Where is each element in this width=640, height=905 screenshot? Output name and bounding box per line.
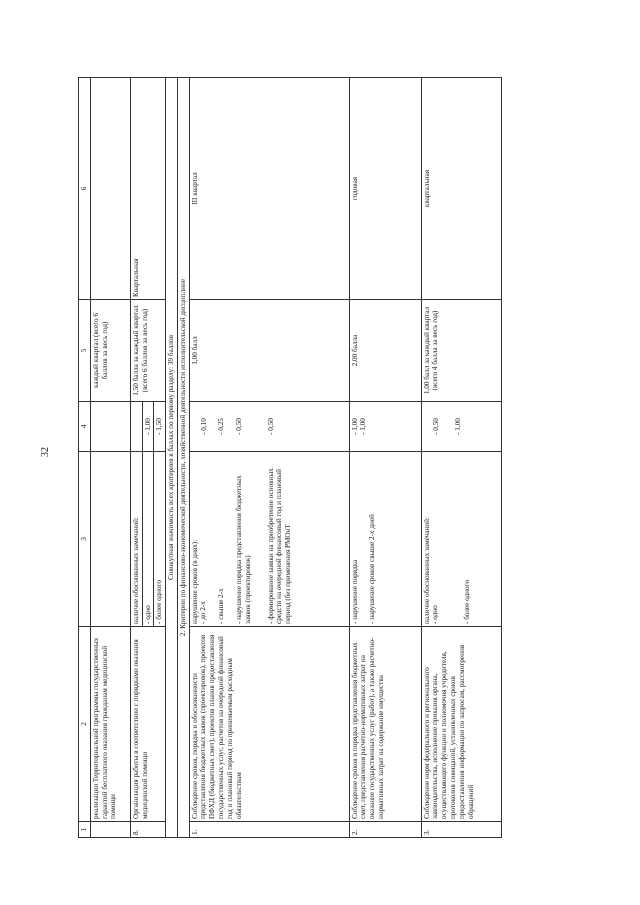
score-cell: 2,00 балла [349,300,421,402]
condition-line: - до 2-х [199,601,208,624]
condition-line: наличие обоснованных замечаний: [422,517,431,624]
condition-cell [349,452,421,627]
penalty-cell [421,402,501,452]
penalty-cell: - 1,00 [142,402,154,452]
condition-cell: наличие обоснованных замечаний: [130,452,142,627]
penalty-cell [130,402,142,452]
condition-line: - нарушение порядка представления бюджетных заявок (проектировок) [235,475,252,624]
score-cell: 1,50 балла за каждый квартал (всего 6 баллов за весь год) [130,300,165,402]
condition-line: - нарушение сроков свыше 2-х дней [368,514,377,624]
penalty-cell: - 1,50 [154,402,166,452]
header-cell: 1 [79,822,91,838]
condition-cell: - более одного [154,452,166,627]
condition-line: - формирование заявки на приобретение основных средств на очередной финансовый год и плановый период (без применения РМОиТ [266,468,293,624]
period-cell: III квартал [189,78,349,300]
penalty-line: - 1,00 [359,418,368,435]
rotated-table-container [78,78,613,838]
total-row [166,78,178,838]
period-cell: Квартальная [130,78,165,300]
penalty-line: - 0,25 [217,418,226,435]
table-row [130,78,142,838]
header-cell: 2 [79,627,91,822]
condition-cell [90,452,130,627]
section-title: 2. Критерии по финансово-экономической деятельности, хозяйственной деятельности исполнительской дисциплине [177,78,189,838]
section-header-row [177,78,189,838]
row-number: 1. [189,822,349,838]
condition-line: - более одного [463,580,472,624]
condition-cell [421,452,501,627]
criterion-text: Соблюдение сроков и порядка представления бюджетных смет, представления расчетно-нормативных затрат на оказание государственных услуг (работ), а также расчетно-нормативных затрат на содержание имущества [349,627,421,822]
condition-cell [189,452,349,627]
condition-line: нарушение сроков (в днях): [190,539,199,624]
criterion-text: Соблюдение сроков, порядка и обоснованности представления бюджетных заявок (проектировок), проектов ПФХД (бюджетных смет), проектов планов предоставления государственных услуг, расчетов на очередной финансовый год и плановый период по принимаемым расходным обязательствам [189,627,349,822]
penalty-line: - 0,50 [431,418,440,435]
header-row [79,78,91,838]
header-cell: 6 [79,78,91,300]
header-cell: 5 [79,300,91,402]
criteria-table [78,77,502,838]
section-total: Совокупная значимость всех критериев в баллах по первому разделу: 39 баллов [166,78,178,838]
table-row [90,78,130,838]
penalty-line: - 0,10 [199,418,208,435]
row-number: 2. [349,822,421,838]
period-cell: квартальная [421,78,501,300]
condition-line: - нарушение порядка [350,559,359,624]
table-row [349,78,421,838]
header-cell: 3 [79,452,91,627]
page-number: 32 [40,447,51,457]
row-number [90,822,130,838]
criterion-text: Соблюдение норм федерального и регионального законодательства, исполнение приказов органа, осуществляющего функции и полномочия учредителя, протоколов совещаний, установленных сроков предоставления информации по запросам, рассмотрения обращений [421,627,501,822]
condition-cell: - одно [142,452,154,627]
period-cell [90,78,130,300]
score-cell: каждый квартал (всего 6 баллов за весь год) [90,300,130,402]
table-row [189,78,349,838]
table-row [421,78,501,838]
criterion-text: Организация работы в соответствии с порядками оказания медицинской помощи [130,627,165,822]
penalty-cell [349,402,421,452]
condition-line: - одно [431,605,440,624]
criterion-text: реализации Территориальной программы государственных гарантий бесплатного оказания гражданам медицинской помощи [90,627,130,822]
score-cell: 1,00 балл за каждый квартал (всего 4 балла за весь год) [421,300,501,402]
period-cell: годовая [349,78,421,300]
row-number: 8. [130,822,165,838]
score-cell: 1,00 балл [189,300,349,402]
penalty-line: - 1,00 [350,418,359,435]
penalty-cell [90,402,130,452]
condition-line: - свыше 2-х [217,588,226,624]
header-cell: 4 [79,402,91,452]
penalty-line: - 1,00 [454,418,463,435]
penalty-line: - 0,50 [235,418,244,435]
row-number: 3. [421,822,501,838]
penalty-cell [189,402,349,452]
penalty-line: - 0,50 [267,418,276,435]
